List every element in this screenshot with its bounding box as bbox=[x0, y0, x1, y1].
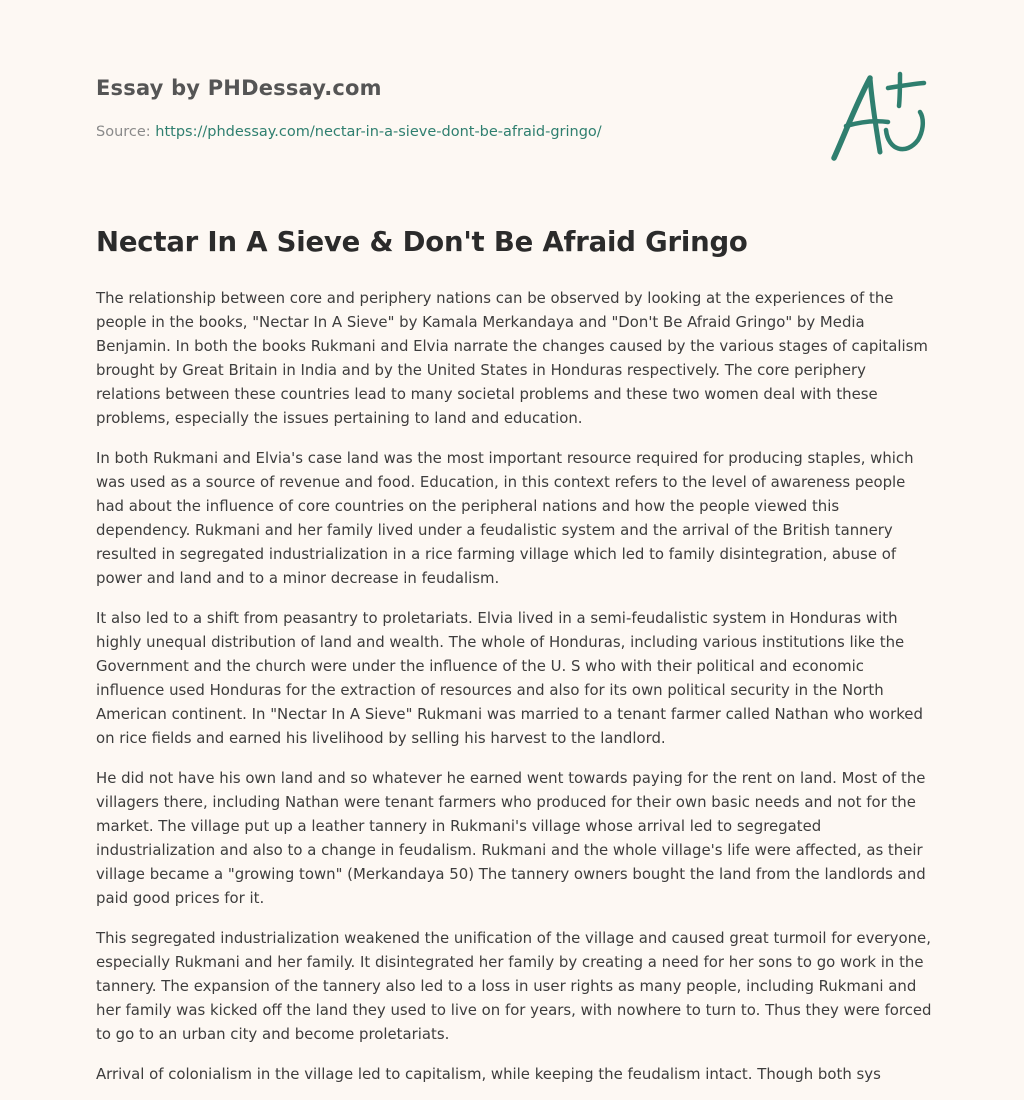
essay-paragraph: It also led to a shift from peasantry to proletariats. Elvia lived in a semi-feudalistic system in Honduras with highly unequal distribution of land and wealth. The whole of Honduras, including various institutions like the Government and the church were under the influence of the U. S who with their political and economic influence used Honduras for the extraction of resources and also for its own political security in the North American continent. In "Nectar In A Sieve" Rukmani was married to a tenant farmer called Nathan who worked on rice fields and earned his livelihood by selling his harvest to the landlord. bbox=[96, 609, 923, 747]
source-link[interactable]: https://phdessay.com/nectar-in-a-sieve-dont-be-afraid-gringo/ bbox=[155, 124, 602, 140]
essay-paragraph: The relationship between core and periphery nations can be observed by looking at the experiences of the people in the books, "Nectar In A Sieve" by Kamala Merkandaya and "Don't Be Afraid Gringo" by Media Benjamin. In both the books Rukmani and Elvia narrate the changes caused by the various stages of capitalism brought by Great Britain in India and by the United States in Honduras respectively. The core periphery relations between these countries lead to many societal problems and these two women deal with these problems, especially the issues pertaining to land and education. bbox=[96, 289, 928, 427]
essay-body bbox=[96, 286, 932, 1100]
source-label: Source: bbox=[96, 124, 156, 140]
essay-title: Nectar In A Sieve & Don't Be Afraid Gringo bbox=[96, 226, 748, 258]
page-header bbox=[96, 0, 928, 160]
essay-paragraph: In both Rukmani and Elvia's case land was the most important resource required for producing staples, which was used as a source of revenue and food. Education, in this context refers to the level of awareness people had about the influence of core countries on the peripheral nations and how the people viewed this dependency. Rukmani and her family lived under a feudalistic system and the arrival of the British tannery resulted in segregated industrialization in a rice farming village which led to family disintegration, abuse of power and land and to a minor decrease in feudalism. bbox=[96, 449, 914, 587]
site-title: Essay by PHDessay.com bbox=[96, 76, 382, 100]
essay-paragraph: He did not have his own land and so whatever he earned went towards paying for the rent on land. Most of the villagers there, including Nathan were tenant farmers who produced for their own basic needs and not for the market. The village put up a leather tannery in Rukmani's village whose arrival led to segregated industrialization and also to a change in feudalism. Rukmani and the whole village's life were affected, as their village became a "growing town" (Merkandaya 50) The tannery owners bought the land from the landlords and paid good prices for it. bbox=[96, 769, 926, 907]
a-plus-logo-icon bbox=[826, 66, 930, 166]
essay-paragraph: Arrival of colonialism in the village led to capitalism, while keeping the feudalism intact. Though both sys bbox=[96, 1065, 881, 1083]
source-line bbox=[96, 124, 602, 140]
essay-paragraph: This segregated industrialization weakened the unification of the village and caused great turmoil for everyone, especially Rukmani and her family. It disintegrated her family by creating a need for her sons to go work in the tannery. The expansion of the tannery also led to a loss in user rights as many people, including Rukmani and her family was kicked off the land they used to live on for years, with nowhere to turn to. Thus they were forced to go to an urban city and become proletariats. bbox=[96, 929, 932, 1043]
